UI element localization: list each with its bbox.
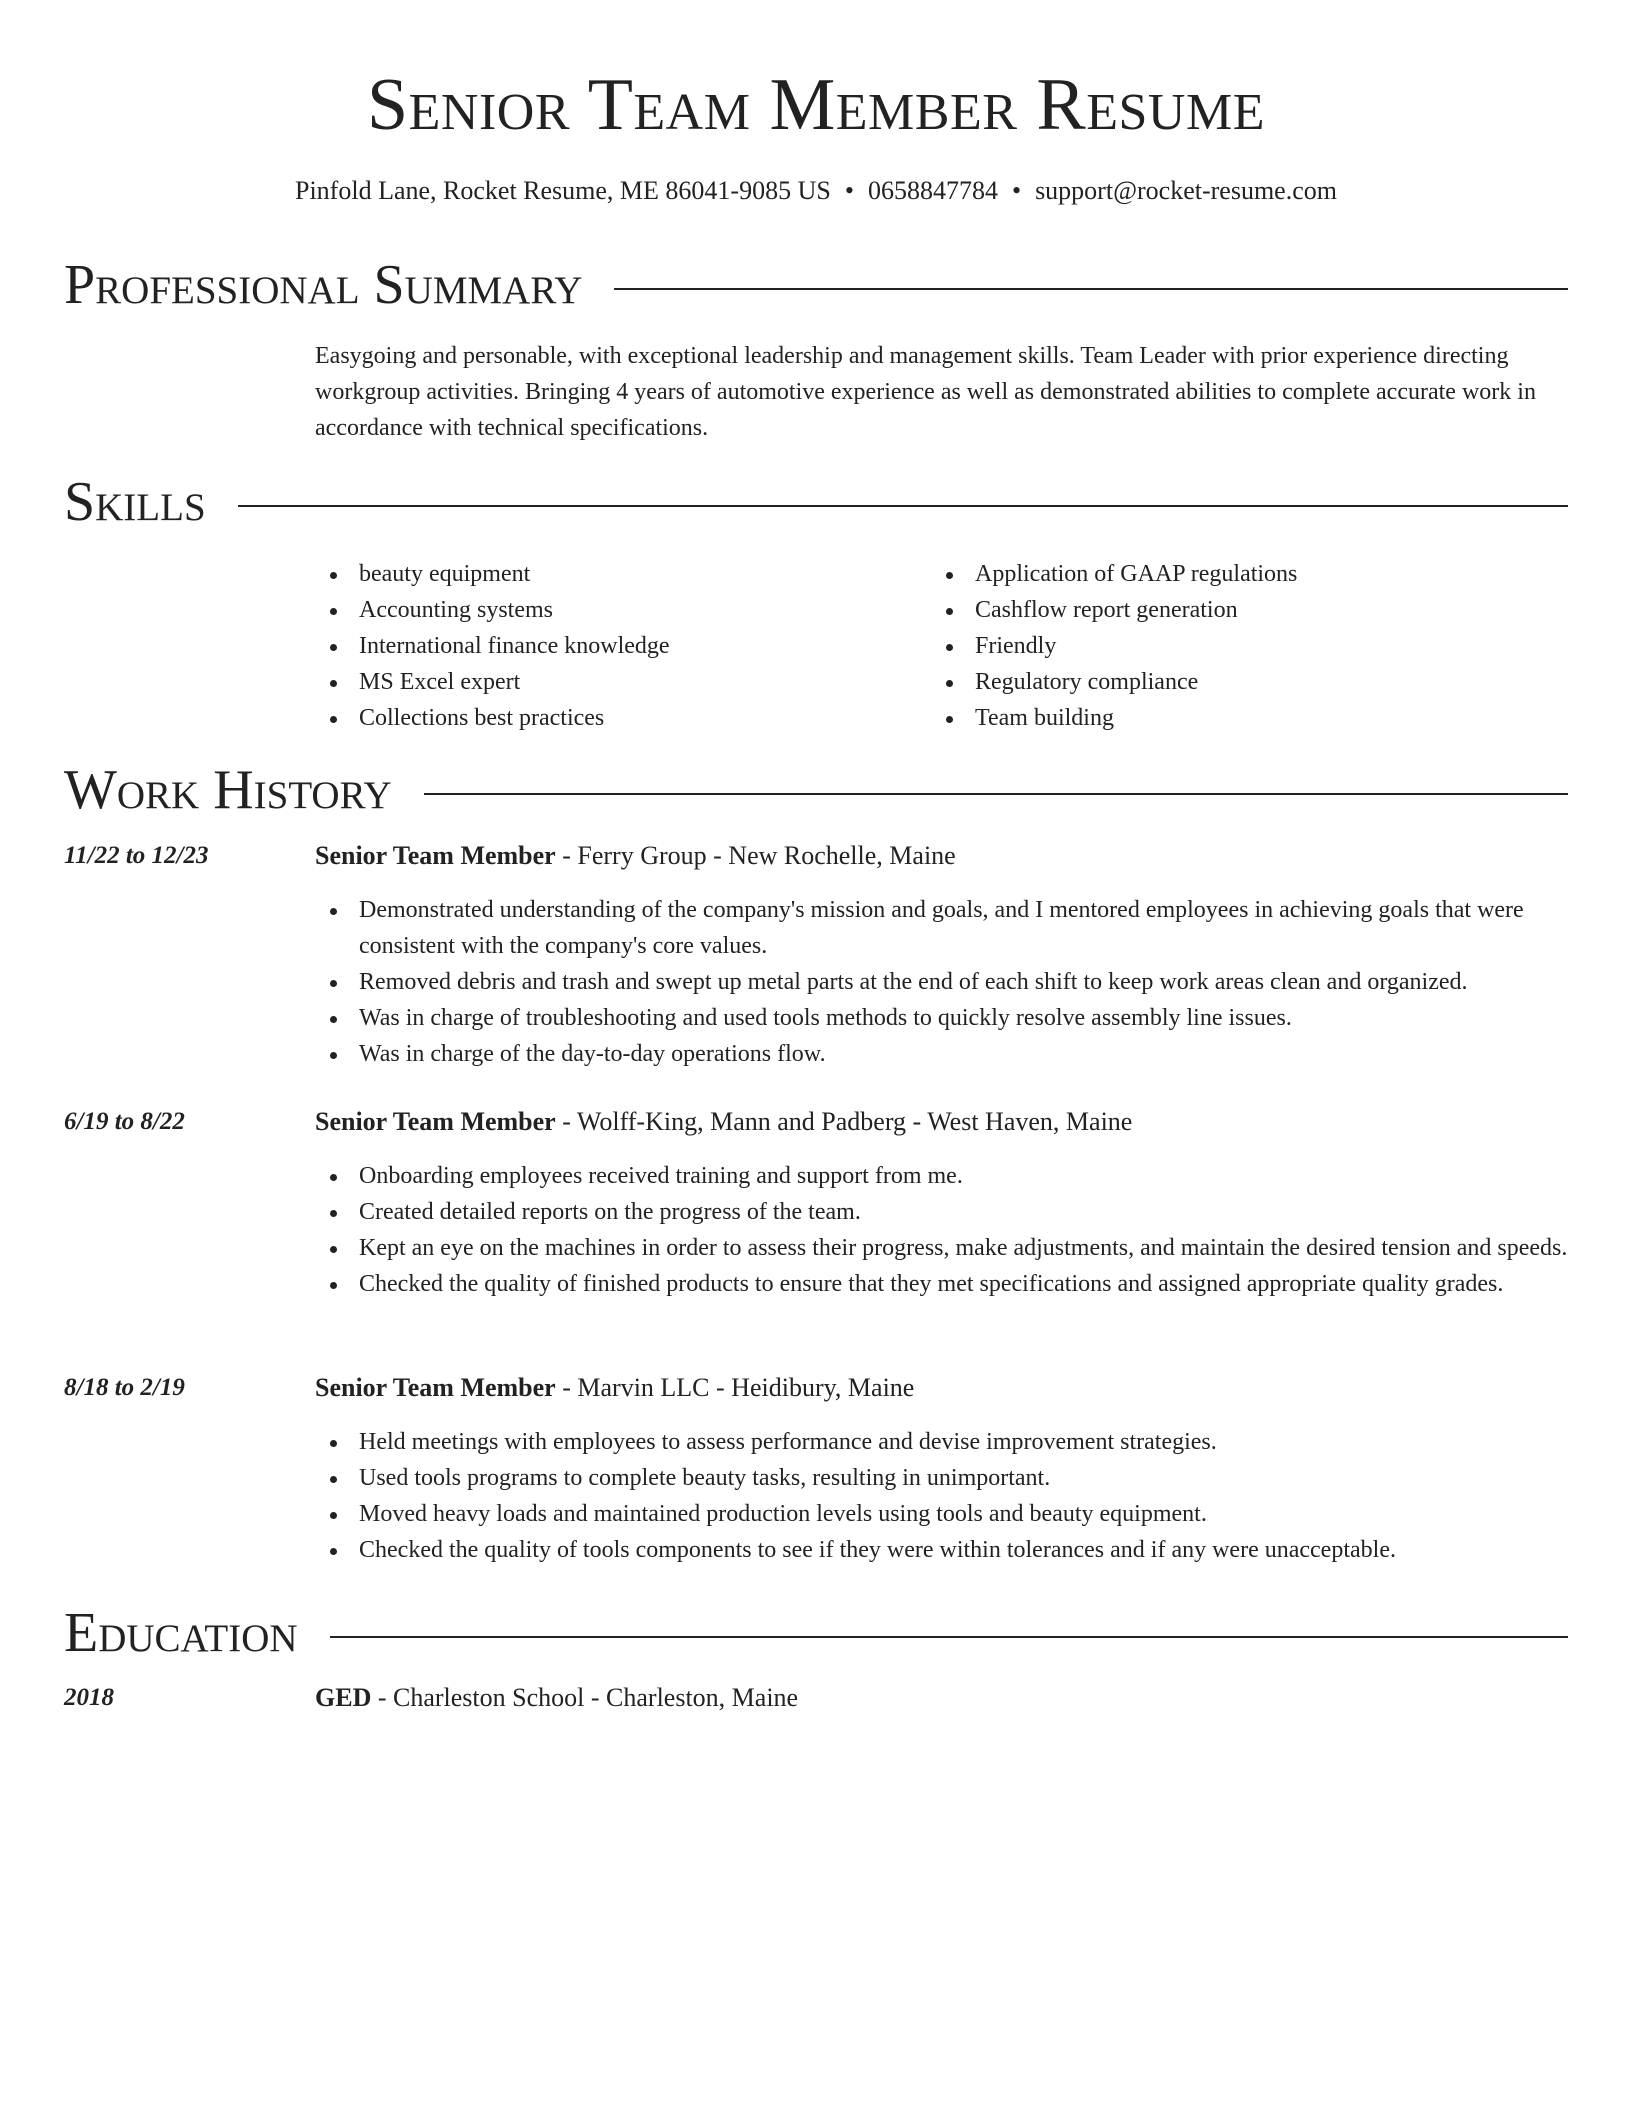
job-dates: 8/18 to 2/19 xyxy=(64,1374,185,1401)
job-bullet: Moved heavy loads and maintained production levels using tools and beauty equipment. xyxy=(315,1496,1568,1532)
job-bullets xyxy=(315,892,1568,1072)
job-bullet: Checked the quality of tools components to see if they were within tolerances and if any were unacceptable. xyxy=(315,1532,1568,1568)
section-divider xyxy=(424,793,1568,795)
education-year: 2018 xyxy=(64,1684,114,1711)
job-bullet: Used tools programs to complete beauty tasks, resulting in unimportant. xyxy=(315,1460,1568,1496)
skill-item: Collections best practices xyxy=(315,700,931,736)
skills-column-right xyxy=(931,556,1547,736)
education-degree: GED xyxy=(315,1683,372,1712)
job-heading xyxy=(315,1104,1568,1140)
section-divider xyxy=(238,505,1568,507)
education-details: - Charleston School - Charleston, Maine xyxy=(371,1683,799,1712)
skill-item: Regulatory compliance xyxy=(931,664,1547,700)
skills-list xyxy=(315,556,1568,736)
section-title: Professional Summary xyxy=(64,254,583,316)
contact-email: support@rocket-resume.com xyxy=(1035,176,1337,205)
job-bullet: Was in charge of troubleshooting and used tools methods to quickly resolve assembly line issues. xyxy=(315,1000,1568,1036)
job-role: Senior Team Member xyxy=(315,1373,556,1402)
summary-text: Easygoing and personable, with exceptional leadership and management skills. Team Leader with prior experience directing workgroup activities. Bringing 4 years of automotive experience as well as demonstrated abilities to complete accurate work in accordance with technical specifications. xyxy=(315,343,1536,441)
job-heading xyxy=(315,1370,1568,1406)
education-heading xyxy=(315,1680,1568,1716)
job-bullet: Onboarding employees received training and support from me. xyxy=(315,1158,1568,1194)
job-role: Senior Team Member xyxy=(315,1107,556,1136)
section-heading-work-history xyxy=(64,755,1568,825)
contact-address: Pinfold Lane, Rocket Resume, ME 86041-9085 US xyxy=(295,176,831,205)
section-heading-education xyxy=(64,1598,1568,1668)
skill-item: Friendly xyxy=(931,628,1547,664)
contact-line xyxy=(0,174,1632,208)
contact-separator: • xyxy=(844,176,854,205)
job-heading xyxy=(315,838,1568,874)
job-details: - Ferry Group - New Rochelle, Maine xyxy=(555,841,956,870)
contact-separator: • xyxy=(1011,176,1022,205)
job-bullets xyxy=(315,1158,1568,1302)
skill-item: beauty equipment xyxy=(315,556,931,592)
resume-title: Senior Team Member Resume xyxy=(367,64,1265,146)
section-divider xyxy=(330,1636,1568,1638)
job-bullet: Kept an eye on the machines in order to assess their progress, make adjustments, and maintain the desired tension and speeds. xyxy=(315,1230,1568,1266)
job-role: Senior Team Member xyxy=(315,841,556,870)
job-bullet: Removed debris and trash and swept up metal parts at the end of each shift to keep work areas clean and organized. xyxy=(315,964,1568,1000)
job-bullets xyxy=(315,1424,1568,1568)
job-details: - Marvin LLC - Heidibury, Maine xyxy=(555,1373,915,1402)
job-bullet: Created detailed reports on the progress of the team. xyxy=(315,1194,1568,1230)
skill-item: Team building xyxy=(931,700,1547,736)
section-divider xyxy=(614,288,1568,290)
skill-item: Application of GAAP regulations xyxy=(931,556,1547,592)
skill-item: International finance knowledge xyxy=(315,628,931,664)
skill-item: Cashflow report generation xyxy=(931,592,1547,628)
section-title: Work History xyxy=(64,759,392,821)
job-bullet: Held meetings with employees to assess performance and devise improvement strategies. xyxy=(315,1424,1568,1460)
contact-phone: 0658847784 xyxy=(867,176,998,205)
section-heading-skills xyxy=(64,467,1568,537)
skills-column-left xyxy=(315,556,931,736)
job-details: - Wolff-King, Mann and Padberg - West Haven, Maine xyxy=(555,1107,1133,1136)
section-title: Education xyxy=(64,1602,298,1664)
job-dates: 11/22 to 12/23 xyxy=(64,842,209,869)
section-title: Skills xyxy=(64,471,206,533)
job-bullet: Checked the quality of finished products to ensure that they met specifications and assigned appropriate quality grades. xyxy=(315,1266,1568,1302)
skill-item: Accounting systems xyxy=(315,592,931,628)
job-bullet: Was in charge of the day-to-day operations flow. xyxy=(315,1036,1568,1072)
job-bullet: Demonstrated understanding of the company's mission and goals, and I mentored employees in achieving goals that were consistent with the company's core values. xyxy=(315,892,1568,964)
section-heading-summary xyxy=(64,250,1568,320)
job-dates: 6/19 to 8/22 xyxy=(64,1108,185,1135)
skill-item: MS Excel expert xyxy=(315,664,931,700)
